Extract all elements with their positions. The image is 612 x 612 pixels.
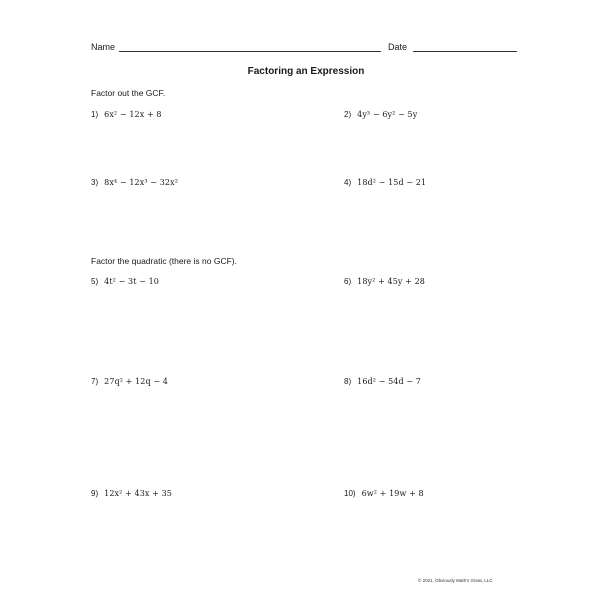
problem-expression: 16d² − 54d − 7 [357,377,422,386]
problem-number: 7) [91,377,99,386]
problem-number: 8) [344,377,352,386]
problem-7 [91,377,168,386]
problem-number: 10) [344,489,356,498]
problem-number: 3) [91,178,99,187]
problem-9 [91,489,172,498]
problem-5 [91,277,159,286]
problem-expression: 18d² − 15d − 21 [357,178,427,187]
problem-8 [344,377,421,386]
problem-expression: 12x² + 43x + 35 [104,489,172,498]
page-title: Factoring an Expression [247,66,365,77]
problem-number: 4) [344,178,352,187]
problem-number: 5) [91,277,99,286]
problem-6 [344,277,425,286]
name-field-line[interactable] [119,51,381,52]
problem-number: 9) [91,489,99,498]
problem-number: 6) [344,277,352,286]
problem-expression: 27q² + 12q − 4 [104,377,169,386]
name-label: Name [91,42,116,52]
problem-expression: 6w² + 19w + 8 [361,489,424,498]
problem-1 [91,110,162,119]
copyright-notice: © 2021, Obviously Math's Great, LLC [418,578,493,583]
problem-expression: 8x⁴ − 12x³ − 32x² [104,178,179,187]
problem-10 [344,489,424,498]
date-label: Date [388,42,408,52]
problem-number: 2) [344,110,352,119]
problem-2 [344,110,417,119]
problem-4 [344,178,426,187]
problem-number: 1) [91,110,99,119]
problem-3 [91,178,178,187]
problem-expression: 4y³ − 6y² − 5y [357,110,418,119]
problem-expression: 6x² − 12x + 8 [104,110,162,119]
section-instruction-gcf: Factor out the GCF. [91,88,166,98]
section-instruction-quadratic: Factor the quadratic (there is no GCF). [91,256,237,266]
problem-expression: 4t² − 3t − 10 [104,277,159,286]
problem-expression: 18y² + 45y + 28 [357,277,425,286]
date-field-line[interactable] [413,51,517,52]
